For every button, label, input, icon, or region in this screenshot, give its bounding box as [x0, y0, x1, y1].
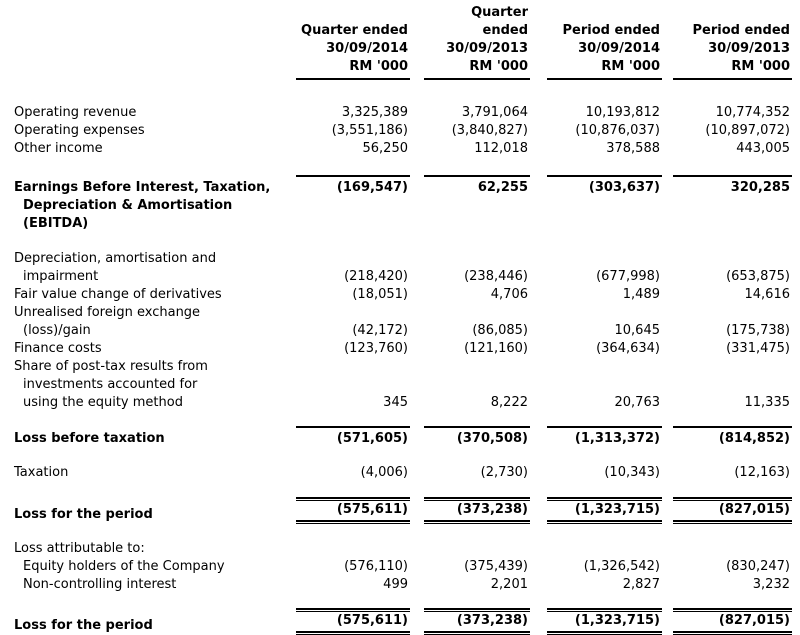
value-text: 112,018	[474, 141, 528, 156]
value-text: (303,637)	[588, 180, 660, 195]
value-cell	[662, 286, 792, 304]
value-text: (370,508)	[456, 431, 528, 446]
value-cell	[662, 250, 792, 268]
value-cell	[296, 376, 410, 394]
table-row	[0, 558, 792, 576]
value-cell	[410, 340, 530, 358]
table-row	[0, 175, 792, 197]
value-cell	[296, 540, 410, 558]
value-text: 10,774,352	[715, 105, 790, 120]
value-cell	[410, 608, 530, 635]
column-header-line3: RM '000	[349, 59, 408, 74]
column-header-line1: Period ended	[562, 23, 660, 38]
column-header-line1: Period ended	[692, 23, 790, 38]
value-text: (830,247)	[726, 559, 790, 574]
value-cell	[530, 608, 662, 635]
column-header-p-2013	[662, 4, 792, 80]
row-label: Operating expenses	[14, 123, 145, 138]
value-text: 14,616	[744, 287, 790, 302]
value-cell	[296, 394, 410, 412]
value-cell	[410, 576, 530, 594]
value-cell	[662, 394, 792, 412]
value-text: 8,222	[490, 395, 528, 410]
value-text: 2,827	[622, 577, 660, 592]
table-row	[0, 608, 792, 635]
table-row	[0, 286, 792, 304]
value-text: 2,201	[490, 577, 528, 592]
value-cell	[296, 175, 410, 197]
value-cell	[296, 464, 410, 482]
value-cell	[530, 286, 662, 304]
value-text: 4,706	[490, 287, 528, 302]
value-text: 20,763	[614, 395, 660, 410]
value-cell	[530, 464, 662, 482]
table-row	[0, 497, 792, 524]
value-cell	[296, 197, 410, 233]
value-cell	[296, 497, 410, 524]
spacer-cell	[0, 594, 792, 608]
spacer-row	[0, 412, 792, 426]
value-text: 443,005	[736, 141, 790, 156]
value-cell	[296, 426, 410, 448]
value-cell	[410, 394, 530, 412]
value-cell	[410, 104, 530, 122]
value-cell	[662, 268, 792, 286]
row-label: Depreciation, amortisation and	[14, 251, 217, 266]
value-text: (1,326,542)	[583, 559, 660, 574]
value-cell	[662, 140, 792, 158]
table-row	[0, 197, 792, 233]
value-cell	[530, 122, 662, 140]
row-label: Loss attributable to:	[14, 541, 145, 556]
spacer-cell	[0, 158, 792, 175]
spacer-cell	[0, 524, 792, 540]
spacer-row	[0, 80, 792, 104]
value-text: (12,163)	[734, 465, 790, 480]
spacer-row	[0, 448, 792, 464]
value-text: (677,998)	[596, 269, 660, 284]
value-cell	[296, 558, 410, 576]
table-row	[0, 540, 792, 558]
spacer-row	[0, 158, 792, 175]
table-row	[0, 304, 792, 322]
column-header-q-2013	[410, 4, 530, 80]
value-cell	[530, 322, 662, 340]
value-text: (571,605)	[336, 431, 408, 446]
column-header-line1: Quarter ended	[471, 5, 528, 38]
value-cell	[530, 175, 662, 197]
value-text: (331,475)	[726, 341, 790, 356]
value-text: 56,250	[362, 141, 408, 156]
value-text: 320,285	[730, 180, 790, 195]
value-text: (373,238)	[424, 611, 530, 633]
column-header-line3: RM '000	[469, 59, 528, 74]
value-cell	[296, 322, 410, 340]
value-text: (4,006)	[360, 465, 408, 480]
table-row	[0, 376, 792, 394]
table-row	[0, 576, 792, 594]
table-body	[0, 80, 792, 635]
value-text: (575,611)	[296, 611, 410, 633]
row-label: Other income	[14, 141, 103, 156]
value-text: (86,085)	[472, 323, 528, 338]
value-cell	[530, 358, 662, 376]
value-cell	[662, 464, 792, 482]
value-cell	[296, 140, 410, 158]
spacer-cell	[0, 412, 792, 426]
row-label: impairment	[23, 269, 99, 284]
table-row	[0, 250, 792, 268]
value-cell	[662, 426, 792, 448]
value-text: (3,551,186)	[331, 123, 408, 138]
value-cell	[662, 304, 792, 322]
value-text: (827,015)	[673, 611, 792, 633]
value-text: (10,876,037)	[575, 123, 660, 138]
value-cell	[662, 340, 792, 358]
value-cell	[410, 358, 530, 376]
value-cell	[296, 286, 410, 304]
row-label: Fair value change of derivatives	[14, 287, 222, 302]
value-cell	[530, 497, 662, 524]
value-cell	[296, 576, 410, 594]
value-text: (576,110)	[344, 559, 408, 574]
row-label: (loss)/gain	[23, 323, 91, 338]
row-label: Loss before taxation	[14, 431, 165, 446]
column-header-p-2014	[530, 4, 662, 80]
row-label: Taxation	[14, 465, 69, 480]
value-cell	[410, 376, 530, 394]
value-text: (175,738)	[726, 323, 790, 338]
value-text: (123,760)	[344, 341, 408, 356]
value-text: (653,875)	[726, 269, 790, 284]
value-text: (814,852)	[718, 431, 790, 446]
row-label: Unrealised foreign exchange	[14, 305, 201, 320]
table-row	[0, 340, 792, 358]
value-text: 3,232	[752, 577, 790, 592]
value-cell	[530, 104, 662, 122]
row-label: Earnings Before Interest, Taxation,	[14, 180, 271, 195]
row-label: Operating revenue	[14, 105, 137, 120]
value-cell	[530, 268, 662, 286]
value-text: (169,547)	[336, 180, 408, 195]
value-cell	[410, 558, 530, 576]
spacer-cell	[0, 80, 792, 104]
value-cell	[410, 540, 530, 558]
column-header-line2: 30/09/2014	[578, 41, 660, 56]
table-row	[0, 104, 792, 122]
header-row	[0, 4, 792, 80]
value-cell	[662, 104, 792, 122]
value-cell	[410, 197, 530, 233]
value-text: 3,325,389	[341, 105, 408, 120]
table-row	[0, 268, 792, 286]
value-cell	[662, 576, 792, 594]
value-text: (3,840,827)	[451, 123, 528, 138]
value-text: (18,051)	[352, 287, 408, 302]
column-header-line2: 30/09/2014	[326, 41, 408, 56]
value-cell	[410, 250, 530, 268]
value-cell	[530, 576, 662, 594]
value-cell	[296, 608, 410, 635]
table-header	[0, 4, 792, 80]
spacer-row	[0, 233, 792, 250]
value-cell	[410, 322, 530, 340]
value-text: (575,611)	[296, 500, 410, 522]
value-text: 1,489	[622, 287, 660, 302]
value-cell	[530, 250, 662, 268]
spacer-cell	[0, 233, 792, 250]
column-header-line2: 30/09/2013	[708, 41, 790, 56]
value-cell	[296, 358, 410, 376]
value-text: 62,255	[477, 180, 528, 195]
value-cell	[662, 122, 792, 140]
row-label: Loss for the period	[14, 618, 153, 633]
spacer-cell	[0, 482, 792, 497]
value-text: (1,323,715)	[547, 500, 662, 522]
value-text: (827,015)	[673, 500, 792, 522]
row-label: Loss for the period	[14, 507, 153, 522]
value-cell	[410, 426, 530, 448]
value-cell	[296, 250, 410, 268]
value-text: (42,172)	[352, 323, 408, 338]
table-row	[0, 322, 792, 340]
value-cell	[662, 608, 792, 635]
row-label: Finance costs	[14, 341, 102, 356]
value-text: (375,439)	[464, 559, 528, 574]
value-cell	[296, 268, 410, 286]
table-row	[0, 426, 792, 448]
row-label: Share of post-tax results from	[14, 359, 208, 374]
value-text: (218,420)	[344, 269, 408, 284]
column-header-q-2014	[296, 4, 410, 80]
value-cell	[410, 497, 530, 524]
value-text: (373,238)	[424, 500, 530, 522]
label-column-header	[0, 4, 296, 80]
value-cell	[410, 122, 530, 140]
table-row	[0, 394, 792, 412]
value-text: (121,160)	[464, 341, 528, 356]
value-text: 499	[383, 577, 408, 592]
value-cell	[530, 376, 662, 394]
value-text: (1,313,372)	[574, 431, 660, 446]
value-text: (364,634)	[596, 341, 660, 356]
value-cell	[530, 540, 662, 558]
value-cell	[662, 358, 792, 376]
spacer-row	[0, 594, 792, 608]
value-cell	[410, 464, 530, 482]
column-header-line3: RM '000	[601, 59, 660, 74]
value-cell	[662, 558, 792, 576]
spacer-row	[0, 524, 792, 540]
value-cell	[530, 394, 662, 412]
value-cell	[662, 497, 792, 524]
value-cell	[530, 140, 662, 158]
row-label: Equity holders of the Company	[23, 559, 225, 574]
table-row	[0, 122, 792, 140]
spacer-cell	[0, 448, 792, 464]
column-header-line1: Quarter ended	[301, 23, 408, 38]
value-cell	[662, 376, 792, 394]
value-text: (1,323,715)	[547, 611, 662, 633]
value-cell	[530, 558, 662, 576]
value-text: 345	[383, 395, 408, 410]
value-cell	[410, 268, 530, 286]
value-text: 10,645	[614, 323, 660, 338]
value-cell	[296, 122, 410, 140]
column-header-line3: RM '000	[731, 59, 790, 74]
value-cell	[296, 104, 410, 122]
table-row	[0, 464, 792, 482]
row-label: using the equity method	[23, 395, 183, 410]
value-cell	[662, 175, 792, 197]
table-row	[0, 140, 792, 158]
value-cell	[410, 175, 530, 197]
column-header-line2: 30/09/2013	[446, 41, 528, 56]
value-cell	[296, 340, 410, 358]
value-cell	[530, 340, 662, 358]
value-text: (2,730)	[480, 465, 528, 480]
value-text: (238,446)	[464, 269, 528, 284]
value-cell	[662, 197, 792, 233]
row-label: Depreciation & Amortisation (EBITDA)	[23, 198, 233, 231]
row-label: Non-controlling interest	[23, 577, 177, 592]
value-text: 3,791,064	[461, 105, 528, 120]
value-text: 378,588	[606, 141, 660, 156]
value-cell	[662, 322, 792, 340]
value-text: (10,343)	[604, 465, 660, 480]
value-text: 10,193,812	[585, 105, 660, 120]
spacer-row	[0, 482, 792, 497]
value-cell	[662, 540, 792, 558]
value-cell	[530, 304, 662, 322]
value-cell	[410, 140, 530, 158]
row-label: investments accounted for	[23, 377, 198, 392]
value-cell	[410, 286, 530, 304]
value-text: (10,897,072)	[705, 123, 790, 138]
table-row	[0, 358, 792, 376]
financial-statement-table	[0, 4, 792, 635]
value-cell	[296, 304, 410, 322]
value-cell	[530, 197, 662, 233]
value-cell	[410, 304, 530, 322]
value-text: 11,335	[744, 395, 790, 410]
value-cell	[530, 426, 662, 448]
